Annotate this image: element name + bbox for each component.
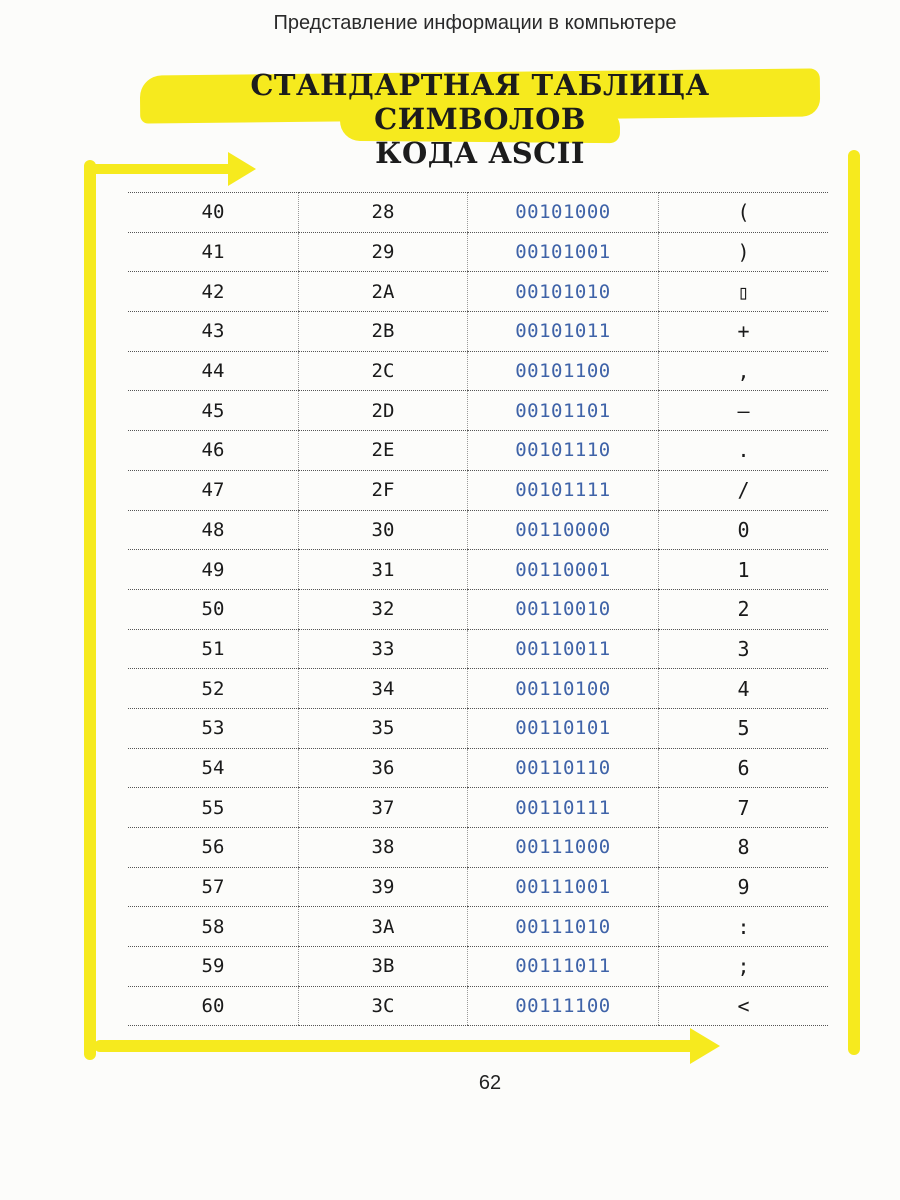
symbol-cell: +	[659, 312, 829, 352]
hex-cell: 38	[299, 828, 468, 868]
decimal-cell: 55	[128, 788, 299, 828]
table-row	[128, 193, 828, 233]
decimal-cell: 42	[128, 272, 299, 312]
binary-cell: 00111100	[468, 986, 659, 1026]
binary-cell: 00111000	[468, 828, 659, 868]
symbol-cell: 1	[659, 550, 829, 590]
decimal-cell: 46	[128, 431, 299, 471]
hex-cell: 2F	[299, 470, 468, 510]
binary-cell: 00111011	[468, 947, 659, 987]
symbol-cell: ,	[659, 351, 829, 391]
hex-cell: 30	[299, 510, 468, 550]
table-row	[128, 947, 828, 987]
binary-cell: 00101000	[468, 193, 659, 233]
frame-right-stroke	[848, 150, 860, 1055]
hex-cell: 36	[299, 748, 468, 788]
binary-cell: 00110110	[468, 748, 659, 788]
hex-cell: 28	[299, 193, 468, 233]
symbol-cell: 5	[659, 708, 829, 748]
symbol-cell: 2	[659, 589, 829, 629]
title-line-2: КОДА ASCII	[375, 136, 585, 170]
symbol-cell: 8	[659, 828, 829, 868]
hex-cell: 2E	[299, 431, 468, 471]
hex-cell: 31	[299, 550, 468, 590]
decimal-cell: 40	[128, 193, 299, 233]
decimal-cell: 60	[128, 986, 299, 1026]
decimal-cell: 47	[128, 470, 299, 510]
binary-cell: 00111010	[468, 907, 659, 947]
table-row	[128, 867, 828, 907]
hex-cell: 32	[299, 589, 468, 629]
arrow-right-icon	[690, 1028, 720, 1064]
binary-cell: 00101010	[468, 272, 659, 312]
title-line-1: СТАНДАРТНАЯ ТАБЛИЦА СИМВОЛОВ	[250, 68, 710, 136]
table-row	[128, 589, 828, 629]
decimal-cell: 50	[128, 589, 299, 629]
binary-cell: 00111001	[468, 867, 659, 907]
page-number: 62	[478, 1072, 502, 1094]
table-row	[128, 828, 828, 868]
table-row	[128, 986, 828, 1026]
symbol-cell: /	[659, 470, 829, 510]
decimal-cell: 49	[128, 550, 299, 590]
decimal-cell: 51	[128, 629, 299, 669]
decimal-cell: 44	[128, 351, 299, 391]
frame-left-stroke	[84, 160, 96, 1060]
decimal-cell: 54	[128, 748, 299, 788]
symbol-cell: )	[659, 232, 829, 272]
table-row	[128, 232, 828, 272]
symbol-cell: 9	[659, 867, 829, 907]
symbol-cell: 3	[659, 629, 829, 669]
table-row	[128, 272, 828, 312]
table-row	[128, 669, 828, 709]
ascii-table-container	[128, 192, 828, 1026]
binary-cell: 00110010	[468, 589, 659, 629]
decimal-cell: 45	[128, 391, 299, 431]
decimal-cell: 48	[128, 510, 299, 550]
hex-cell: 33	[299, 629, 468, 669]
symbol-cell: ▯	[659, 272, 829, 312]
hex-cell: 2B	[299, 312, 468, 352]
table-row	[128, 708, 828, 748]
symbol-cell: 7	[659, 788, 829, 828]
table-row	[128, 748, 828, 788]
table-row	[128, 629, 828, 669]
ascii-table	[128, 192, 828, 1026]
binary-cell: 00110011	[468, 629, 659, 669]
symbol-cell: 6	[659, 748, 829, 788]
table-row	[128, 907, 828, 947]
symbol-cell: ;	[659, 947, 829, 987]
hex-cell: 29	[299, 232, 468, 272]
symbol-cell: <	[659, 986, 829, 1026]
decimal-cell: 59	[128, 947, 299, 987]
hex-cell: 34	[299, 669, 468, 709]
running-head: Представление информации в компьютере	[273, 12, 677, 34]
hex-cell: 3C	[299, 986, 468, 1026]
decimal-cell: 57	[128, 867, 299, 907]
binary-cell: 00101100	[468, 351, 659, 391]
decimal-cell: 41	[128, 232, 299, 272]
hex-cell: 2C	[299, 351, 468, 391]
decimal-cell: 58	[128, 907, 299, 947]
symbol-cell: (	[659, 193, 829, 233]
hex-cell: 3B	[299, 947, 468, 987]
table-row	[128, 510, 828, 550]
hex-cell: 3A	[299, 907, 468, 947]
binary-cell: 00110000	[468, 510, 659, 550]
ascii-table-body	[128, 193, 828, 1026]
symbol-cell: .	[659, 431, 829, 471]
symbol-cell: 0	[659, 510, 829, 550]
table-row	[128, 391, 828, 431]
hex-cell: 2A	[299, 272, 468, 312]
table-row	[128, 431, 828, 471]
hex-cell: 39	[299, 867, 468, 907]
decimal-cell: 52	[128, 669, 299, 709]
binary-cell: 00101001	[468, 232, 659, 272]
binary-cell: 00110101	[468, 708, 659, 748]
table-row	[128, 788, 828, 828]
symbol-cell: –	[659, 391, 829, 431]
frame-bottom-stroke	[94, 1040, 698, 1052]
binary-cell: 00101101	[468, 391, 659, 431]
binary-cell: 00101111	[468, 470, 659, 510]
frame-top-stroke	[88, 164, 238, 174]
decimal-cell: 53	[128, 708, 299, 748]
binary-cell: 00110111	[468, 788, 659, 828]
binary-cell: 00110100	[468, 669, 659, 709]
binary-cell: 00101110	[468, 431, 659, 471]
arrow-right-icon	[228, 152, 256, 186]
binary-cell: 00110001	[468, 550, 659, 590]
hex-cell: 37	[299, 788, 468, 828]
table-row	[128, 351, 828, 391]
table-row	[128, 550, 828, 590]
binary-cell: 00101011	[468, 312, 659, 352]
hex-cell: 35	[299, 708, 468, 748]
symbol-cell: :	[659, 907, 829, 947]
decimal-cell: 56	[128, 828, 299, 868]
table-row	[128, 470, 828, 510]
hex-cell: 2D	[299, 391, 468, 431]
table-row	[128, 312, 828, 352]
symbol-cell: 4	[659, 669, 829, 709]
decimal-cell: 43	[128, 312, 299, 352]
